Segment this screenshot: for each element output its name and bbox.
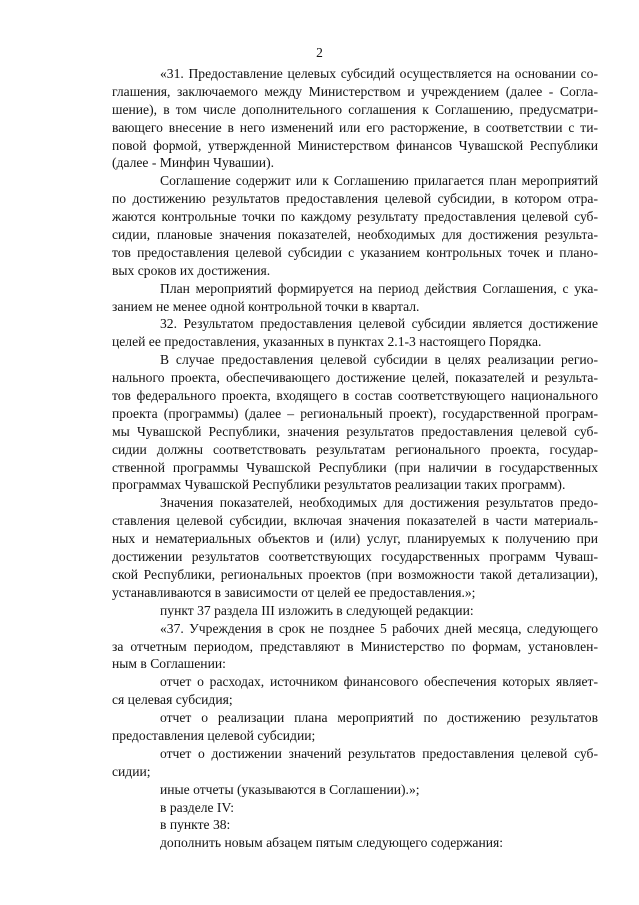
paragraph-line: глашения, заключаемого между Министерством и учреждением (далее - Согла- (112, 83, 598, 99)
paragraph-line: План мероприятий формируется на период действия Соглашения, с ука- (160, 280, 598, 296)
document-body (112, 65, 598, 852)
paragraph-line: (далее - Минфин Чувашии). (112, 155, 275, 171)
paragraph-line: Соглашение содержит или к Соглашению прилагается план мероприятий (160, 173, 598, 189)
paragraph-line: сидии должны соответствовать результатам регионального проекта, государ- (112, 441, 598, 457)
paragraph (112, 172, 598, 279)
paragraph-line: «31. Предоставление целевых субсидий осуществляется на основании со- (160, 66, 598, 81)
paragraph-line: иные отчеты (указываются в Соглашении).»; (160, 781, 420, 797)
paragraph-line: по достижению результатов предоставления целевой субсидии, в котором отра- (112, 191, 598, 207)
paragraph-line: пункт 37 раздела III изложить в следующей редакции: (160, 602, 474, 618)
paragraph-line: повой формой, утвержденной Министерством финансов Чувашской Республики (112, 137, 598, 153)
paragraph-line: ным в Соглашении: (112, 656, 226, 672)
paragraph (112, 709, 598, 745)
paragraph-line: Значения показателей, необходимых для достижения результатов предо- (160, 495, 598, 511)
paragraph (112, 351, 598, 494)
paragraph-line: ставления целевой субсидии, включая значения показателей в части материаль- (112, 513, 598, 529)
paragraph-line: программах Чувашской Республики результатов реализации таких программ). (112, 477, 566, 493)
paragraph-line: мы Чувашской Республики, значения результатов предоставления целевой суб- (112, 423, 598, 439)
paragraph (112, 745, 598, 781)
paragraph-line: тов федерального проекта, входящего в состав соответствующего национального (112, 388, 598, 404)
paragraph (112, 602, 598, 620)
paragraph-line: достижении результатов соответствующих государственных программ Чуваш- (112, 549, 598, 565)
paragraph-line: отчет о расходах, источником финансового обеспечения которых являет- (160, 674, 598, 690)
paragraph-line: проекта (программы) (далее – региональный проект), государственной програм- (112, 405, 598, 421)
paragraph-line: ственной программы Чувашской Республики (при наличии в государственных (112, 459, 598, 475)
paragraph-line: сидии, плановые значения показателей, необходимых для достижения результа- (112, 227, 598, 243)
paragraph-line: шение), в том числе дополнительного соглашения к Соглашению, предусматри- (112, 101, 598, 117)
paragraph (112, 799, 598, 817)
paragraph-line: дополнить новым абзацем пятым следующего содержания: (160, 835, 504, 851)
paragraph (112, 816, 598, 834)
paragraph-line: устанавливаются в зависимости от целей ее предоставления.»; (112, 584, 476, 600)
paragraph (112, 315, 598, 351)
paragraph-line: отчет о достижении значений результатов предоставления целевой суб- (160, 745, 598, 761)
paragraph-line: нального проекта, обеспечивающего достижение целей, показателей и результа- (112, 370, 598, 386)
paragraph-line: вых сроков их достижения. (112, 262, 271, 278)
paragraph-line: за отчетным периодом, представляют в Министерство по формам, установлен- (112, 638, 598, 654)
paragraph (112, 673, 598, 709)
paragraph-line: занием не менее одной контрольной точки в квартал. (112, 298, 420, 314)
paragraph-line: тов предоставления целевой субсидии с указанием контрольных точек и плано- (112, 244, 598, 260)
paragraph-line: предоставления целевой субсидии; (112, 727, 316, 743)
paragraph-line: ных и нематериальных объектов и (или) услуг, планируемых к получению при (112, 531, 598, 547)
paragraph-line: В случае предоставления целевой субсидии в целях реализации регио- (160, 352, 598, 368)
paragraph-line: жаются контрольные точки по каждому результату предоставления целевой суб- (112, 209, 598, 225)
paragraph-line: в разделе IV: (160, 799, 235, 815)
paragraph-line: ской Республики, региональных проектов (при возможности такой детализации), (112, 566, 598, 582)
paragraph-line: 32. Результатом предоставления целевой субсидии является достижение (160, 316, 598, 332)
paragraph-line: сидии; (112, 763, 151, 779)
paragraph (112, 620, 598, 674)
paragraph-line: в пункте 38: (160, 817, 231, 833)
page-number: 2 (316, 45, 323, 60)
paragraph-line: отчет о реализации плана мероприятий по достижению результатов (160, 710, 598, 726)
paragraph (112, 781, 598, 799)
paragraph-line: «37. Учреждения в срок не позднее 5 рабочих дней месяца, следующего (160, 620, 598, 636)
paragraph-line: ся целевая субсидия; (112, 692, 233, 708)
paragraph (112, 834, 598, 852)
paragraph-line: вающего внесение в него изменений или его расторжение, в соответствии с ти- (112, 119, 598, 135)
paragraph (112, 65, 598, 172)
paragraph-line: целей ее предоставления, указанных в пунктах 2.1-3 настоящего Порядка. (112, 334, 542, 350)
paragraph (112, 280, 598, 316)
paragraph (112, 494, 598, 601)
